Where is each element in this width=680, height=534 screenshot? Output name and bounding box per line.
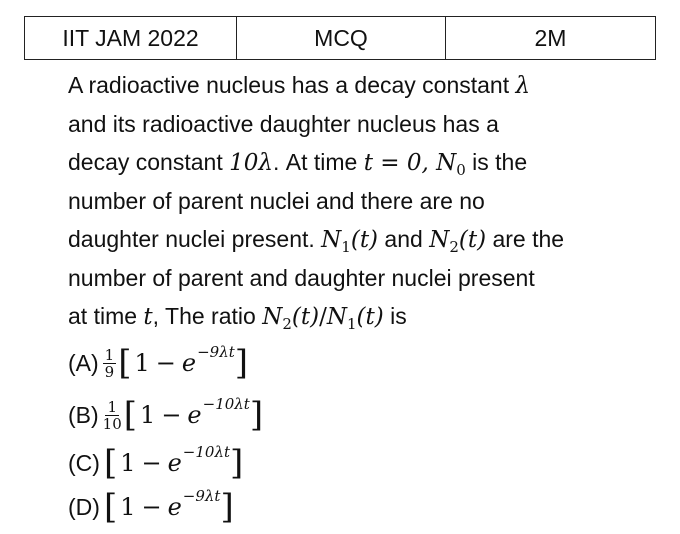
option-a[interactable] xyxy=(68,343,248,383)
option-expression: [ 1 − e −9λt ] xyxy=(103,487,234,527)
question-line-6: number of parent and daughter nuclei present xyxy=(68,264,535,291)
question-line-3: decay constant 10λ. At time t = 0, $N_0$ is the xyxy=(68,149,528,179)
question-text xyxy=(68,66,658,336)
option-d[interactable] xyxy=(68,487,234,527)
option-expression: [ 1 − e −10λt ] xyxy=(123,395,264,435)
question-line-7: at time t, The ratio $N_2(t)/N_1(t)$ is xyxy=(68,303,407,333)
option-b[interactable] xyxy=(68,395,264,435)
fraction: $\frac{1}{10}$ xyxy=(102,397,122,433)
question-line-4: number of parent nuclei and there are no xyxy=(68,187,485,214)
option-c[interactable] xyxy=(68,443,244,483)
option-label: (C) xyxy=(68,449,100,476)
question-line-1: A radioactive nucleus has a decay constant λ xyxy=(68,72,531,99)
option-label: (B) xyxy=(68,401,99,428)
header-table xyxy=(24,16,656,60)
question-line-2: and its radioactive daughter nucleus has a xyxy=(68,110,499,137)
option-expression: [ 1 − e −10λt ] xyxy=(103,443,244,483)
question-line-5: daughter nuclei present. $N_1(t)$ and $N_2(t)$ are the xyxy=(68,226,565,256)
exam-name-cell: IIT JAM 2022 xyxy=(25,17,237,59)
option-expression: [ 1 − e −9λt ] xyxy=(118,343,248,383)
option-label: (D) xyxy=(68,493,100,520)
marks-cell: 2M xyxy=(534,24,567,51)
fraction: $\frac{1}{9}$ xyxy=(104,345,115,381)
option-label: (A) xyxy=(68,349,99,376)
question-type-cell: MCQ xyxy=(237,17,446,59)
